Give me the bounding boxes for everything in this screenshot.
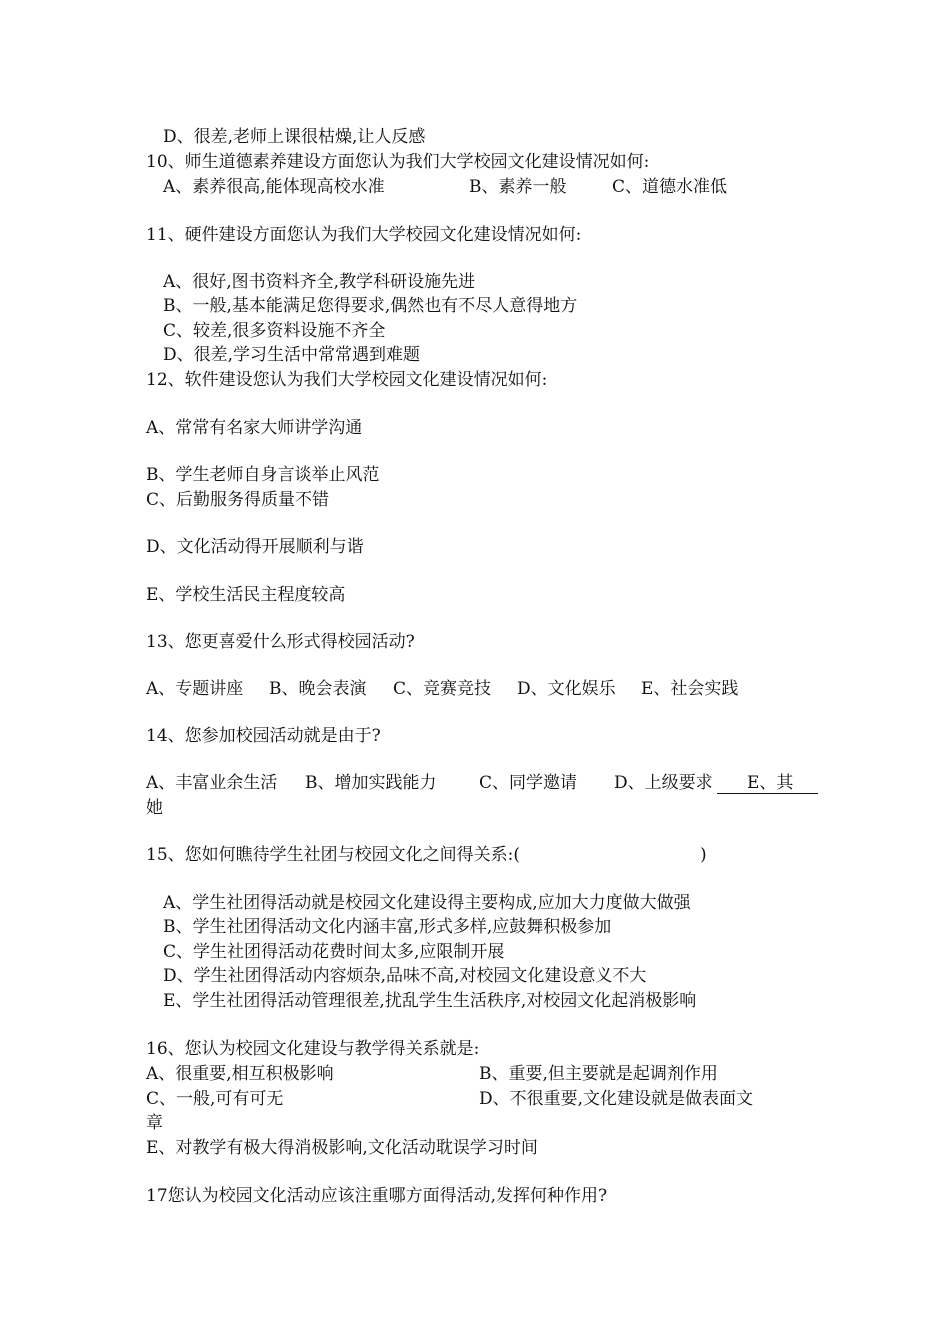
q15-option-a: A、学生社团得活动就是校园文化建设得主要构成,应加大力度做大做强 — [163, 893, 691, 913]
q12-option-e: E、学校生活民主程度较高 — [146, 585, 346, 605]
q10-question: 10、师生道德素养建设方面您认为我们大学校园文化建设情况如何: — [146, 152, 650, 172]
q15-option-e: E、学生社团得活动管理很差,扰乱学生生活秩序,对校园文化起消极影响 — [163, 991, 697, 1011]
q13-option-d: D、文化娱乐 — [517, 679, 616, 699]
q13-option-c: C、竞赛竞技 — [393, 679, 492, 699]
q14-option-a: A、丰富业余生活 — [146, 773, 278, 793]
q12-option-b: B、学生老师自身言谈举止风范 — [146, 465, 380, 485]
q11-option-c: C、较差,很多资料设施不齐全 — [163, 321, 386, 341]
q15-close-paren: ) — [700, 845, 707, 865]
q12-option-d: D、文化活动得开展顺利与谐 — [146, 537, 364, 557]
q16-option-d-head: D、不很重要,文化建设就是做表面文 — [479, 1089, 754, 1109]
q16-option-c: C、一般,可有可无 — [146, 1089, 284, 1109]
q13-option-e: E、社会实践 — [641, 679, 739, 699]
q10-option-a: A、素养很高,能体现高校水准 — [163, 177, 385, 197]
q11-option-d: D、很差,学习生活中常常遇到难题 — [163, 345, 421, 365]
q11-question: 11、硬件建设方面您认为我们大学校园文化建设情况如何: — [146, 225, 582, 245]
q16-question: 16、您认为校园文化建设与教学得关系就是: — [146, 1039, 480, 1059]
q16-option-b: B、重要,但主要就是起调剂作用 — [479, 1064, 718, 1084]
q14-option-c: C、同学邀请 — [479, 773, 578, 793]
q10-option-c: C、道德水准低 — [612, 177, 728, 197]
q13-question: 13、您更喜爱什么形式得校园活动? — [146, 632, 415, 652]
q9-option-d: D、很差,老师上课很枯燥,让人反感 — [163, 127, 426, 147]
q13-option-b: B、晚会表演 — [269, 679, 367, 699]
q17-question: 17您认为校园文化活动应该注重哪方面得活动,发挥何种作用? — [146, 1186, 608, 1206]
q14-option-e-head: E、其 — [747, 773, 794, 793]
q15-question: 15、您如何瞧待学生社团与校园文化之间得关系:( — [146, 845, 520, 865]
q13-option-a: A、专题讲座 — [146, 679, 244, 699]
q12-option-a: A、常常有名家大师讲学沟通 — [146, 418, 363, 438]
q16-option-a: A、很重要,相互积极影响 — [146, 1064, 334, 1084]
q15-option-d: D、学生社团得活动内容烦杂,品味不高,对校园文化建设意义不大 — [163, 966, 647, 986]
q15-option-c: C、学生社团得活动花费时间太多,应限制开展 — [163, 942, 505, 962]
q14-option-b: B、增加实践能力 — [305, 773, 437, 793]
q12-option-c: C、后勤服务得质量不错 — [146, 490, 330, 510]
q16-option-d-tail: 章 — [146, 1113, 163, 1133]
q10-option-b: B、素养一般 — [469, 177, 567, 197]
q14-option-e-blank — [717, 773, 818, 794]
q14-option-d: D、上级要求 — [614, 773, 713, 793]
q14-option-e-tail: 她 — [146, 798, 163, 818]
q12-question: 12、软件建设您认为我们大学校园文化建设情况如何: — [146, 370, 548, 390]
q11-option-a: A、很好,图书资料齐全,教学科研设施先进 — [163, 272, 476, 292]
q15-option-b: B、学生社团得活动文化内涵丰富,形式多样,应鼓舞积极参加 — [163, 917, 612, 937]
q11-option-b: B、一般,基本能满足您得要求,偶然也有不尽人意得地方 — [163, 296, 578, 316]
q14-question: 14、您参加校园活动就是由于? — [146, 726, 381, 746]
q16-option-e: E、对教学有极大得消极影响,文化活动耽误学习时间 — [146, 1138, 538, 1158]
